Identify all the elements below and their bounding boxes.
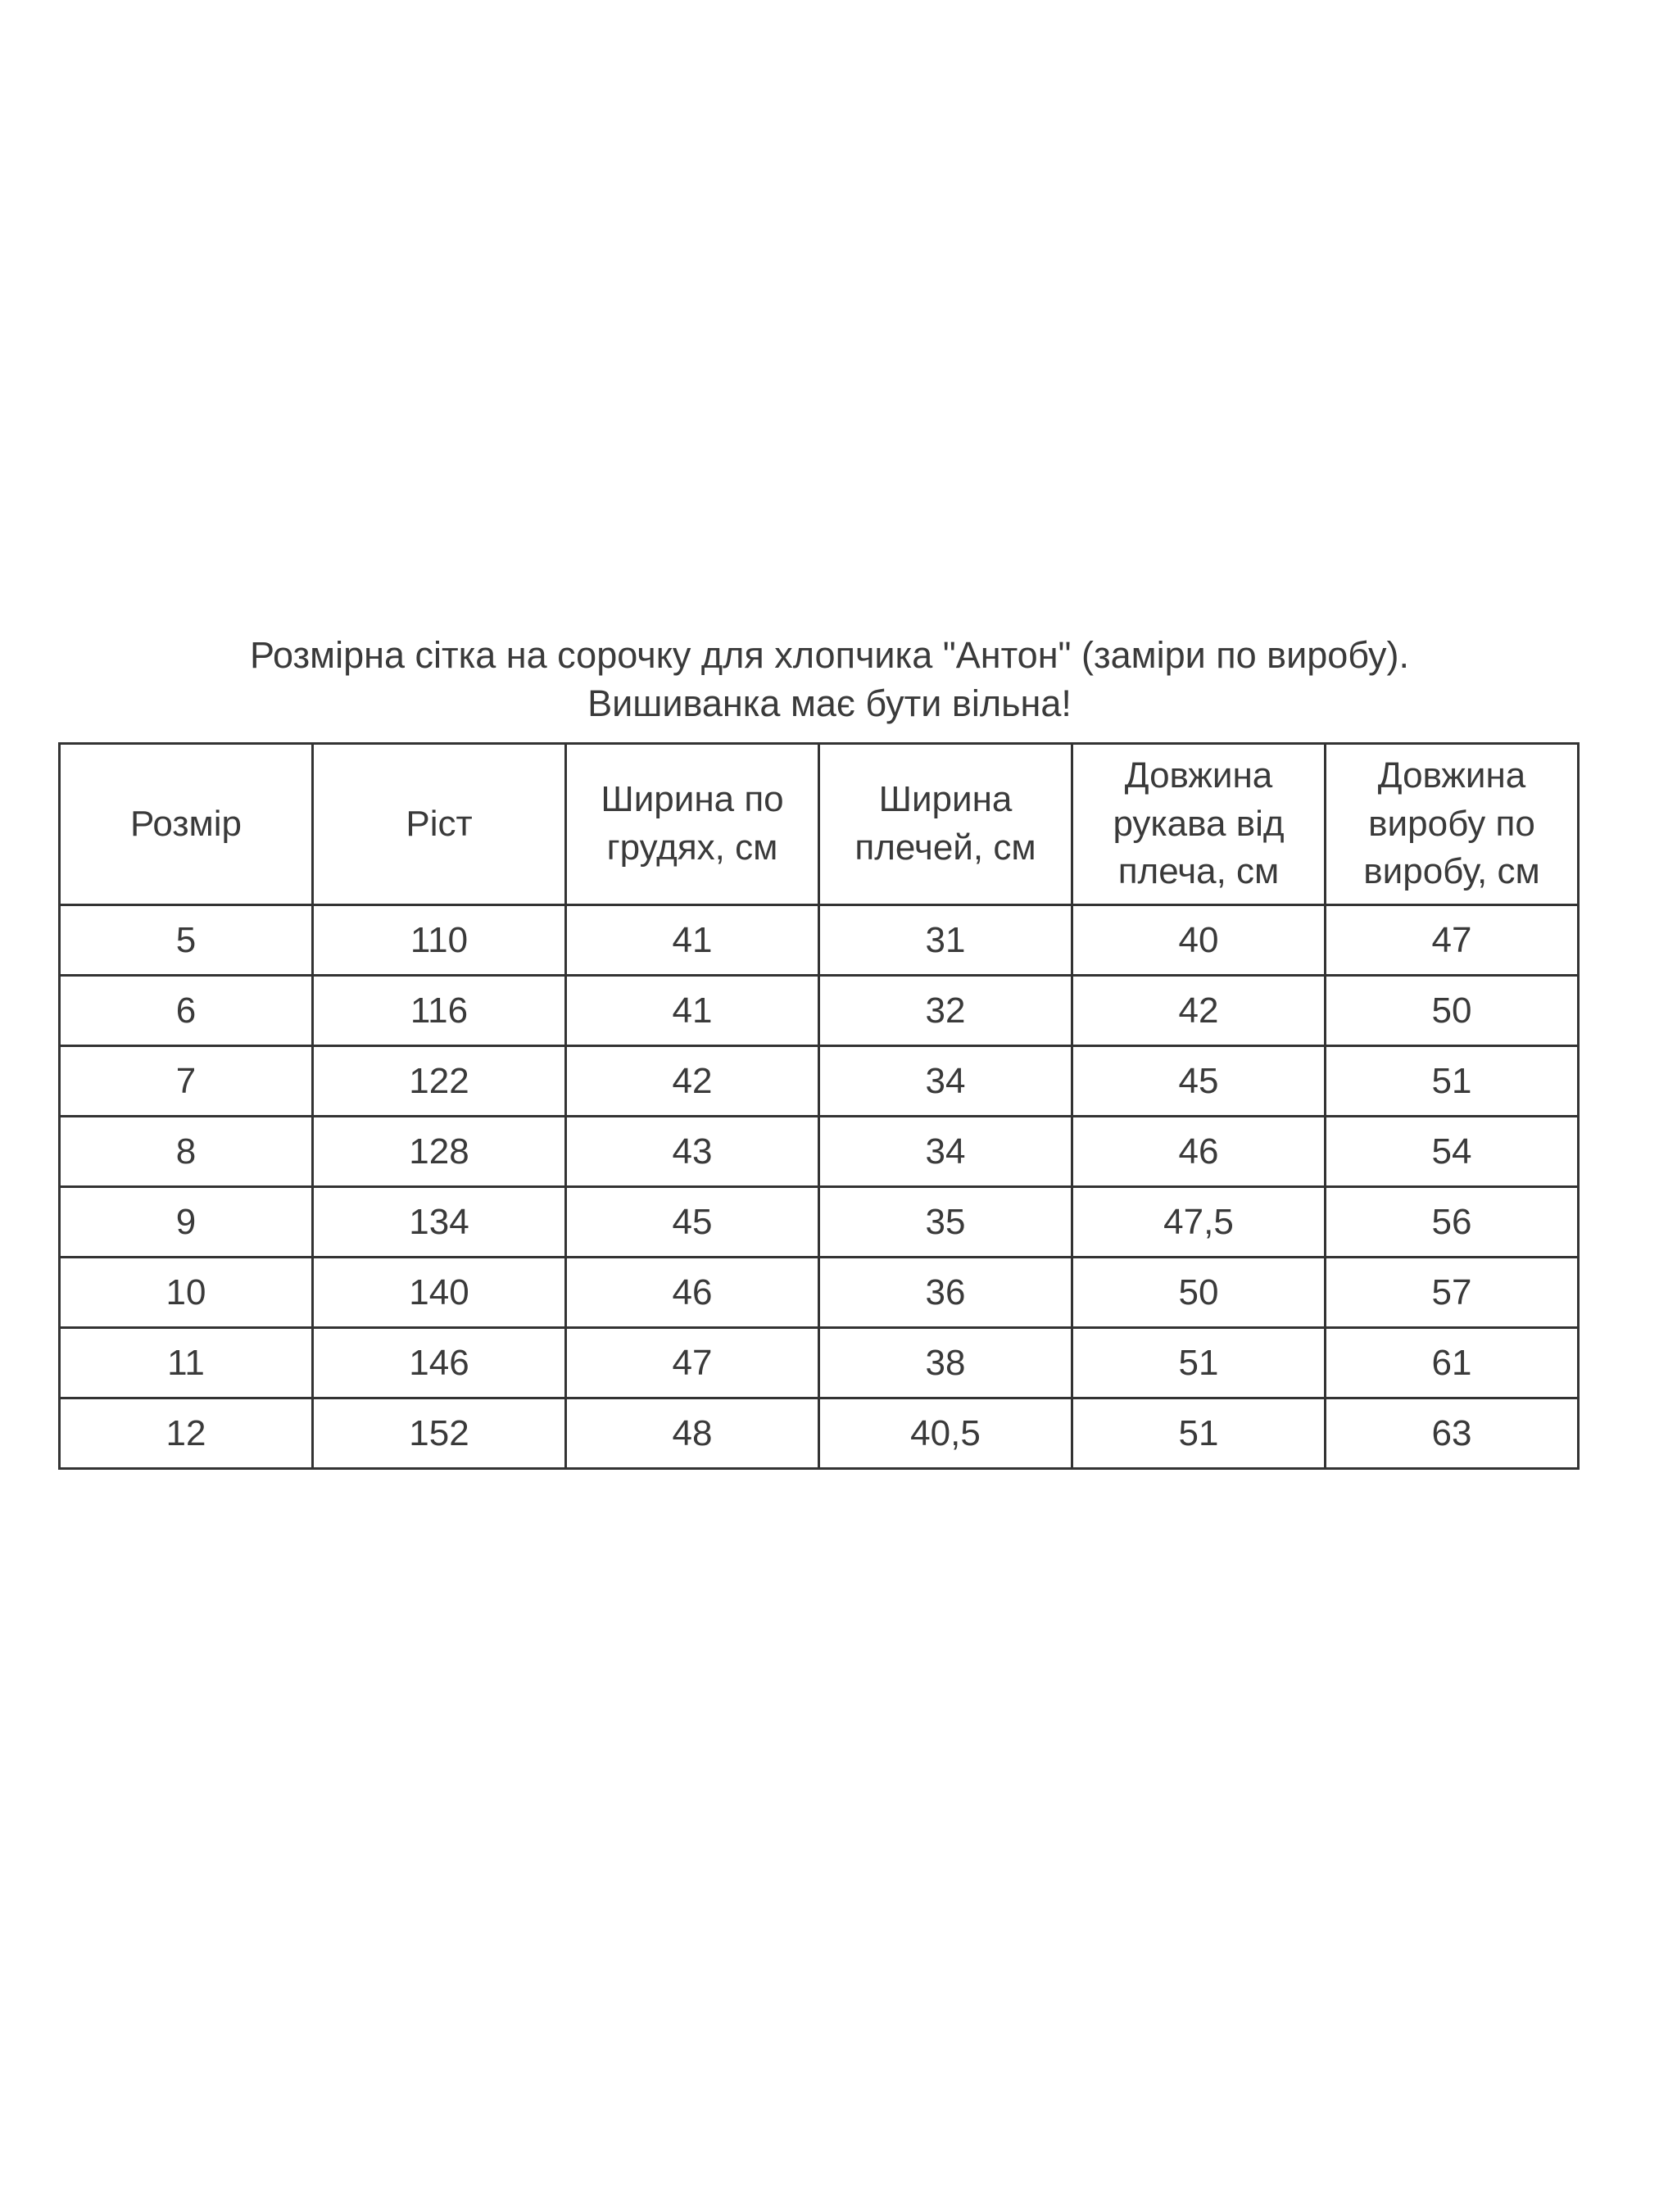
table-cell: 6 (60, 976, 313, 1046)
table-cell: 11 (60, 1328, 313, 1398)
table-row (60, 1117, 1579, 1187)
column-header-shoulder-width: Ширина плечей, см (819, 744, 1072, 905)
table-cell: 40,5 (819, 1398, 1072, 1469)
table-cell: 34 (819, 1046, 1072, 1117)
table-cell: 36 (819, 1258, 1072, 1328)
table-row (60, 1398, 1579, 1469)
table-cell: 47 (566, 1328, 819, 1398)
table-cell: 45 (1072, 1046, 1326, 1117)
table-row (60, 1328, 1579, 1398)
table-cell: 54 (1326, 1117, 1579, 1187)
table-cell: 57 (1326, 1258, 1579, 1328)
table-cell: 35 (819, 1187, 1072, 1258)
table-cell: 41 (566, 905, 819, 976)
table-row (60, 1258, 1579, 1328)
table-cell: 43 (566, 1117, 819, 1187)
table-cell: 47 (1326, 905, 1579, 976)
table-row (60, 1046, 1579, 1117)
column-header-height: Ріст (313, 744, 566, 905)
table-cell: 32 (819, 976, 1072, 1046)
table-cell: 128 (313, 1117, 566, 1187)
table-cell: 63 (1326, 1398, 1579, 1469)
table-row (60, 976, 1579, 1046)
table-cell: 48 (566, 1398, 819, 1469)
table-cell: 50 (1072, 1258, 1326, 1328)
table-cell: 134 (313, 1187, 566, 1258)
table-cell: 5 (60, 905, 313, 976)
table-body (60, 905, 1579, 1469)
table-cell: 12 (60, 1398, 313, 1469)
table-cell: 41 (566, 976, 819, 1046)
table-cell: 9 (60, 1187, 313, 1258)
column-header-size: Розмір (60, 744, 313, 905)
table-cell: 40 (1072, 905, 1326, 976)
table-cell: 61 (1326, 1328, 1579, 1398)
table-cell: 51 (1072, 1328, 1326, 1398)
table-cell: 8 (60, 1117, 313, 1187)
table-cell: 7 (60, 1046, 313, 1117)
table-cell: 56 (1326, 1187, 1579, 1258)
table-cell: 45 (566, 1187, 819, 1258)
table-cell: 46 (1072, 1117, 1326, 1187)
table-cell: 10 (60, 1258, 313, 1328)
table-cell: 122 (313, 1046, 566, 1117)
table-row (60, 905, 1579, 976)
table-cell: 31 (819, 905, 1072, 976)
table-cell: 51 (1326, 1046, 1579, 1117)
table-cell: 34 (819, 1117, 1072, 1187)
table-cell: 46 (566, 1258, 819, 1328)
table-cell: 47,5 (1072, 1187, 1326, 1258)
table-cell: 146 (313, 1328, 566, 1398)
table-cell: 42 (566, 1046, 819, 1117)
table-cell: 42 (1072, 976, 1326, 1046)
table-cell: 152 (313, 1398, 566, 1469)
column-header-product-length: Довжина виробу по виробу, см (1326, 744, 1579, 905)
column-header-sleeve-length: Довжина рукава від плеча, см (1072, 744, 1326, 905)
size-chart-table (58, 742, 1580, 1470)
table-cell: 116 (313, 976, 566, 1046)
table-row (60, 1187, 1579, 1258)
table-cell: 110 (313, 905, 566, 976)
column-header-chest-width: Ширина по грудях, см (566, 744, 819, 905)
table-cell: 51 (1072, 1398, 1326, 1469)
table-cell: 50 (1326, 976, 1579, 1046)
table-header (60, 744, 1579, 905)
table-cell: 140 (313, 1258, 566, 1328)
page-title-line-1: Розмірна сітка на сорочку для хлопчика "Антон" (заміри по виробу). (249, 634, 1410, 676)
header-row (60, 744, 1579, 905)
page-title-line-2: Вишиванка має бути вільна! (587, 682, 1072, 725)
table-cell: 38 (819, 1328, 1072, 1398)
page-title (0, 631, 1659, 728)
